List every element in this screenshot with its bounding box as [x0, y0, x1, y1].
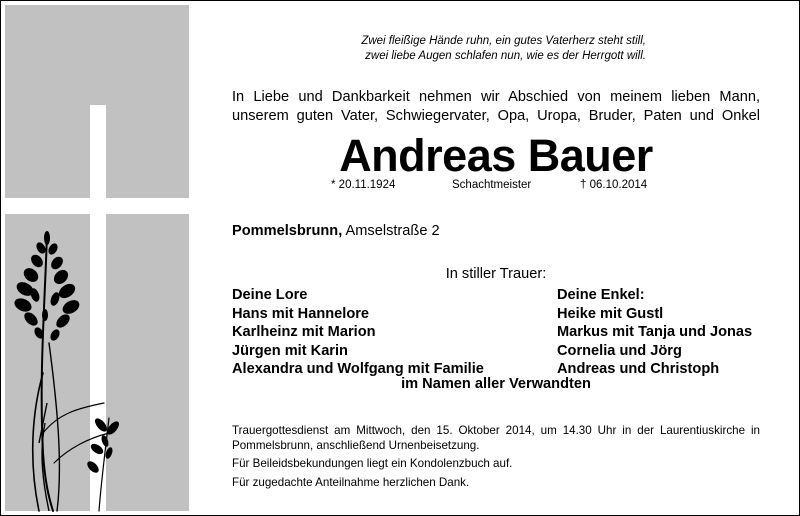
- birth-date: * 20.11.1924: [331, 179, 396, 191]
- mourner-line: Andreas und Christoph: [557, 361, 720, 377]
- mourner-line: Deine Enkel:: [557, 287, 645, 303]
- mourner-line: Markus mit Tanja und Jonas: [557, 324, 753, 340]
- death-date: † 06.10.2014: [580, 179, 648, 191]
- thanks-note: Für zugedachte Anteilnahme herzlichen Dank.: [232, 476, 470, 489]
- address-street: Amselstraße 2: [345, 223, 440, 239]
- intro-line-1: In Liebe und Dankbarkeit nehmen wir Abschied von meinem lieben Mann,: [232, 89, 760, 105]
- relatives-line: im Namen aller Verwandten: [401, 376, 591, 392]
- address: [232, 223, 440, 239]
- funeral-service-text: Trauergottesdienst am Mittwoch, den 15. Oktober 2014, um 14.30 Uhr in der Laurentiuskirche in Pommelsbrunn, anschließend Urnenbeisetzung.: [232, 424, 760, 452]
- mourner-line: Cornelia und Jörg: [557, 342, 682, 359]
- deceased-name: Andreas Bauer: [339, 130, 653, 181]
- occupation: Schachtmeister: [452, 179, 532, 191]
- grass-plant-icon: [9, 223, 149, 513]
- motto-verse: [201, 34, 646, 64]
- mourner-line: Hans mit Hannelore: [232, 305, 370, 322]
- mourner-line: Jürgen mit Karin: [232, 342, 348, 359]
- intro-line-2: unserem guten Vater, Schwiegervater, Opa, Uropa, Bruder, Paten und Onkel: [232, 108, 760, 124]
- mourning-heading: In stiller Trauer:: [445, 266, 547, 282]
- motto-line-2: zwei liebe Augen schlafen nun, wie es der Herrgott will.: [365, 50, 646, 62]
- mourners-left-column: [232, 286, 484, 379]
- mourner-line: Karlheinz mit Marion: [232, 324, 376, 340]
- mourner-line: Heike mit Gustl: [557, 305, 664, 322]
- motto-line-1: Zwei fleißige Hände ruhn, ein gutes Vaterherz steht still,: [361, 35, 646, 47]
- mourner-line: Deine Lore: [232, 287, 308, 303]
- mourner-line: Alexandra und Wolfgang mit Familie: [232, 361, 484, 377]
- intro-text: [232, 88, 760, 126]
- mourners-right-column: [557, 286, 752, 379]
- condolence-book-note: Für Beileidsbekundungen liegt ein Kondolenzbuch auf.: [232, 457, 513, 470]
- cross-horizontal-bar: [5, 198, 189, 214]
- address-town: Pommelsbrunn,: [232, 223, 343, 239]
